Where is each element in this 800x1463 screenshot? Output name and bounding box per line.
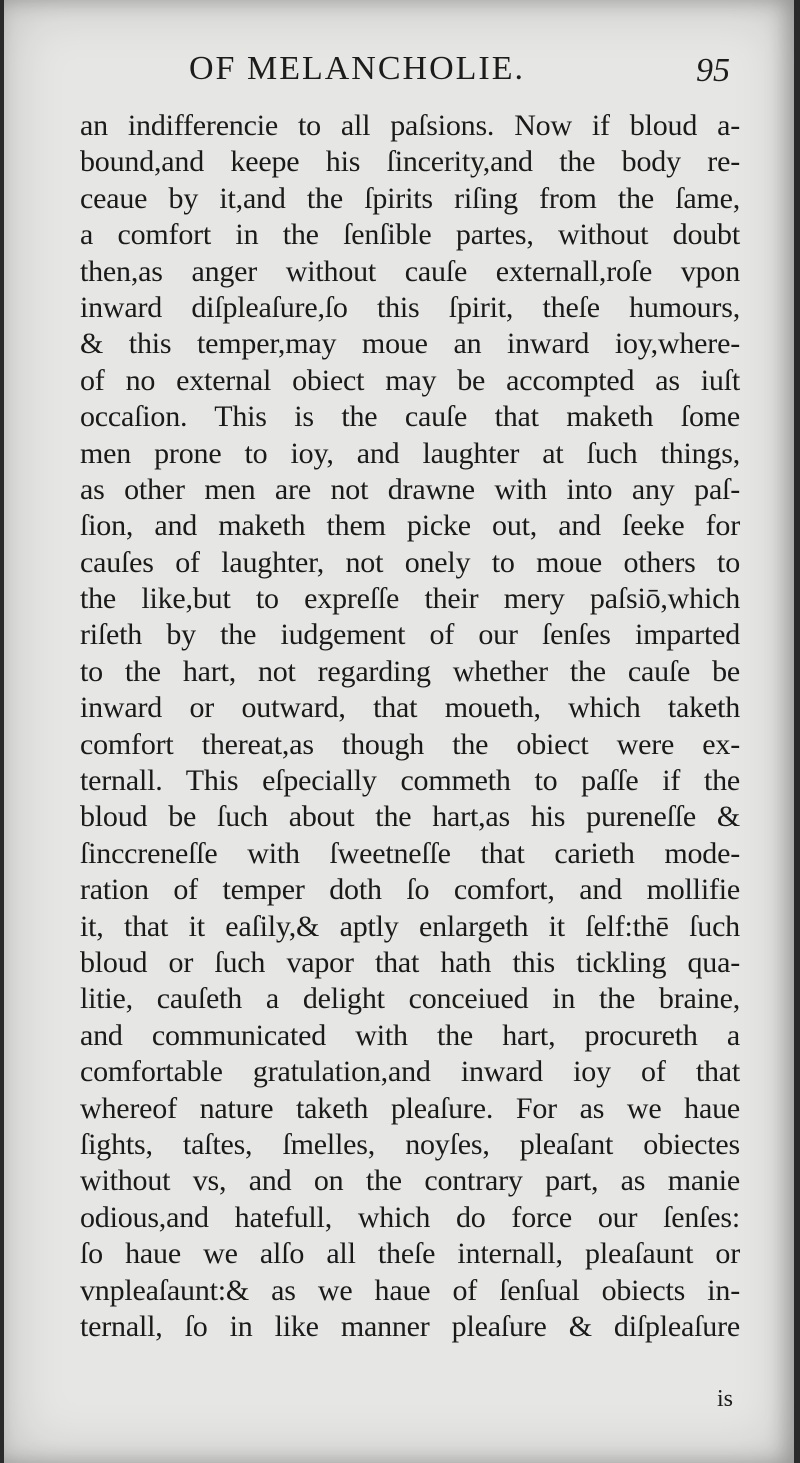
text-line: then,as anger without cauſe externall,roſe vpon xyxy=(80,254,740,288)
page-header xyxy=(4,50,794,100)
text-line: an indifferencie to all paſsions. Now if bloud a- xyxy=(80,109,740,142)
text-line: the like,but to expreſſe their mery paſsiō,which xyxy=(80,582,740,616)
page-number: 95 xyxy=(696,52,730,89)
text-line: a comfort in the ſenſible partes, without doubt xyxy=(80,218,740,252)
text-line: bound,and keepe his ſincerity,and the body re- xyxy=(80,145,740,179)
text-line: ſo haue we alſo all theſe internall, pleaſaunt or xyxy=(80,1237,740,1271)
running-title: OF MELANCHOLIE. xyxy=(189,50,525,87)
text-line: it, that it eaſily,& aptly enlargeth it ſelf:thē ſuch xyxy=(80,909,740,943)
text-line: riſeth by the iudgement of our ſenſes imparted xyxy=(80,618,740,652)
text-line: vnpleaſaunt:& as we haue of ſenſual obiects in- xyxy=(80,1273,740,1307)
text-line: ceaue by it,and the ſpirits riſing from the ſame, xyxy=(80,181,740,215)
text-line: comfort thereat,as though the obiect were ex- xyxy=(80,727,740,761)
text-line: ternall. This eſpecially commeth to paſſe if the xyxy=(80,764,740,798)
text-line: ſights, taſtes, ſmelles, noyſes, pleaſant obiectes xyxy=(80,1127,740,1161)
text-line: inward or outward, that moueth, which taketh xyxy=(80,691,740,725)
text-line: & this temper,may moue an inward ioy,where- xyxy=(80,327,740,361)
text-line: ration of temper doth ſo comfort, and mollifie xyxy=(80,873,740,907)
text-line: litie, cauſeth a delight conceiued in the braine, xyxy=(80,982,740,1016)
text-line: occaſion. This is the cauſe that maketh ſome xyxy=(80,400,740,434)
text-line: as other men are not drawne with into any paſ- xyxy=(80,472,740,506)
text-line: ſinccreneſſe with ſweetneſſe that carieth mode- xyxy=(80,836,740,870)
book-page xyxy=(4,0,794,1463)
catchword: is xyxy=(717,1386,734,1412)
text-line: bloud be ſuch about the hart,as his pureneſſe & xyxy=(80,800,740,834)
text-line: cauſes of laughter, not onely to moue others to xyxy=(80,545,740,579)
text-line: men prone to ioy, and laughter at ſuch things, xyxy=(80,436,740,470)
text-line: ternall, ſo in like manner pleaſure & diſpleaſure xyxy=(80,1309,740,1343)
text-line: odious,and hatefull, which do force our ſenſes: xyxy=(80,1200,740,1234)
text-line: inward diſpleaſure,ſo this ſpirit, theſe humours, xyxy=(80,290,740,324)
text-line: ſion, and maketh them picke out, and ſeeke for xyxy=(80,509,740,543)
text-line: without vs, and on the contrary part, as manie xyxy=(80,1164,740,1198)
text-line: of no external obiect may be accompted as iuſt xyxy=(80,363,740,397)
text-line: bloud or ſuch vapor that hath this tickling qua- xyxy=(80,945,740,979)
text-line: and communicated with the hart, procureth a xyxy=(80,1018,740,1052)
text-line: whereof nature taketh pleaſure. For as we haue xyxy=(80,1091,740,1125)
body-text xyxy=(80,108,740,1345)
text-line: to the hart, not regarding whether the cauſe be xyxy=(80,654,740,688)
text-line: comfortable gratulation,and inward ioy of that xyxy=(80,1055,740,1089)
